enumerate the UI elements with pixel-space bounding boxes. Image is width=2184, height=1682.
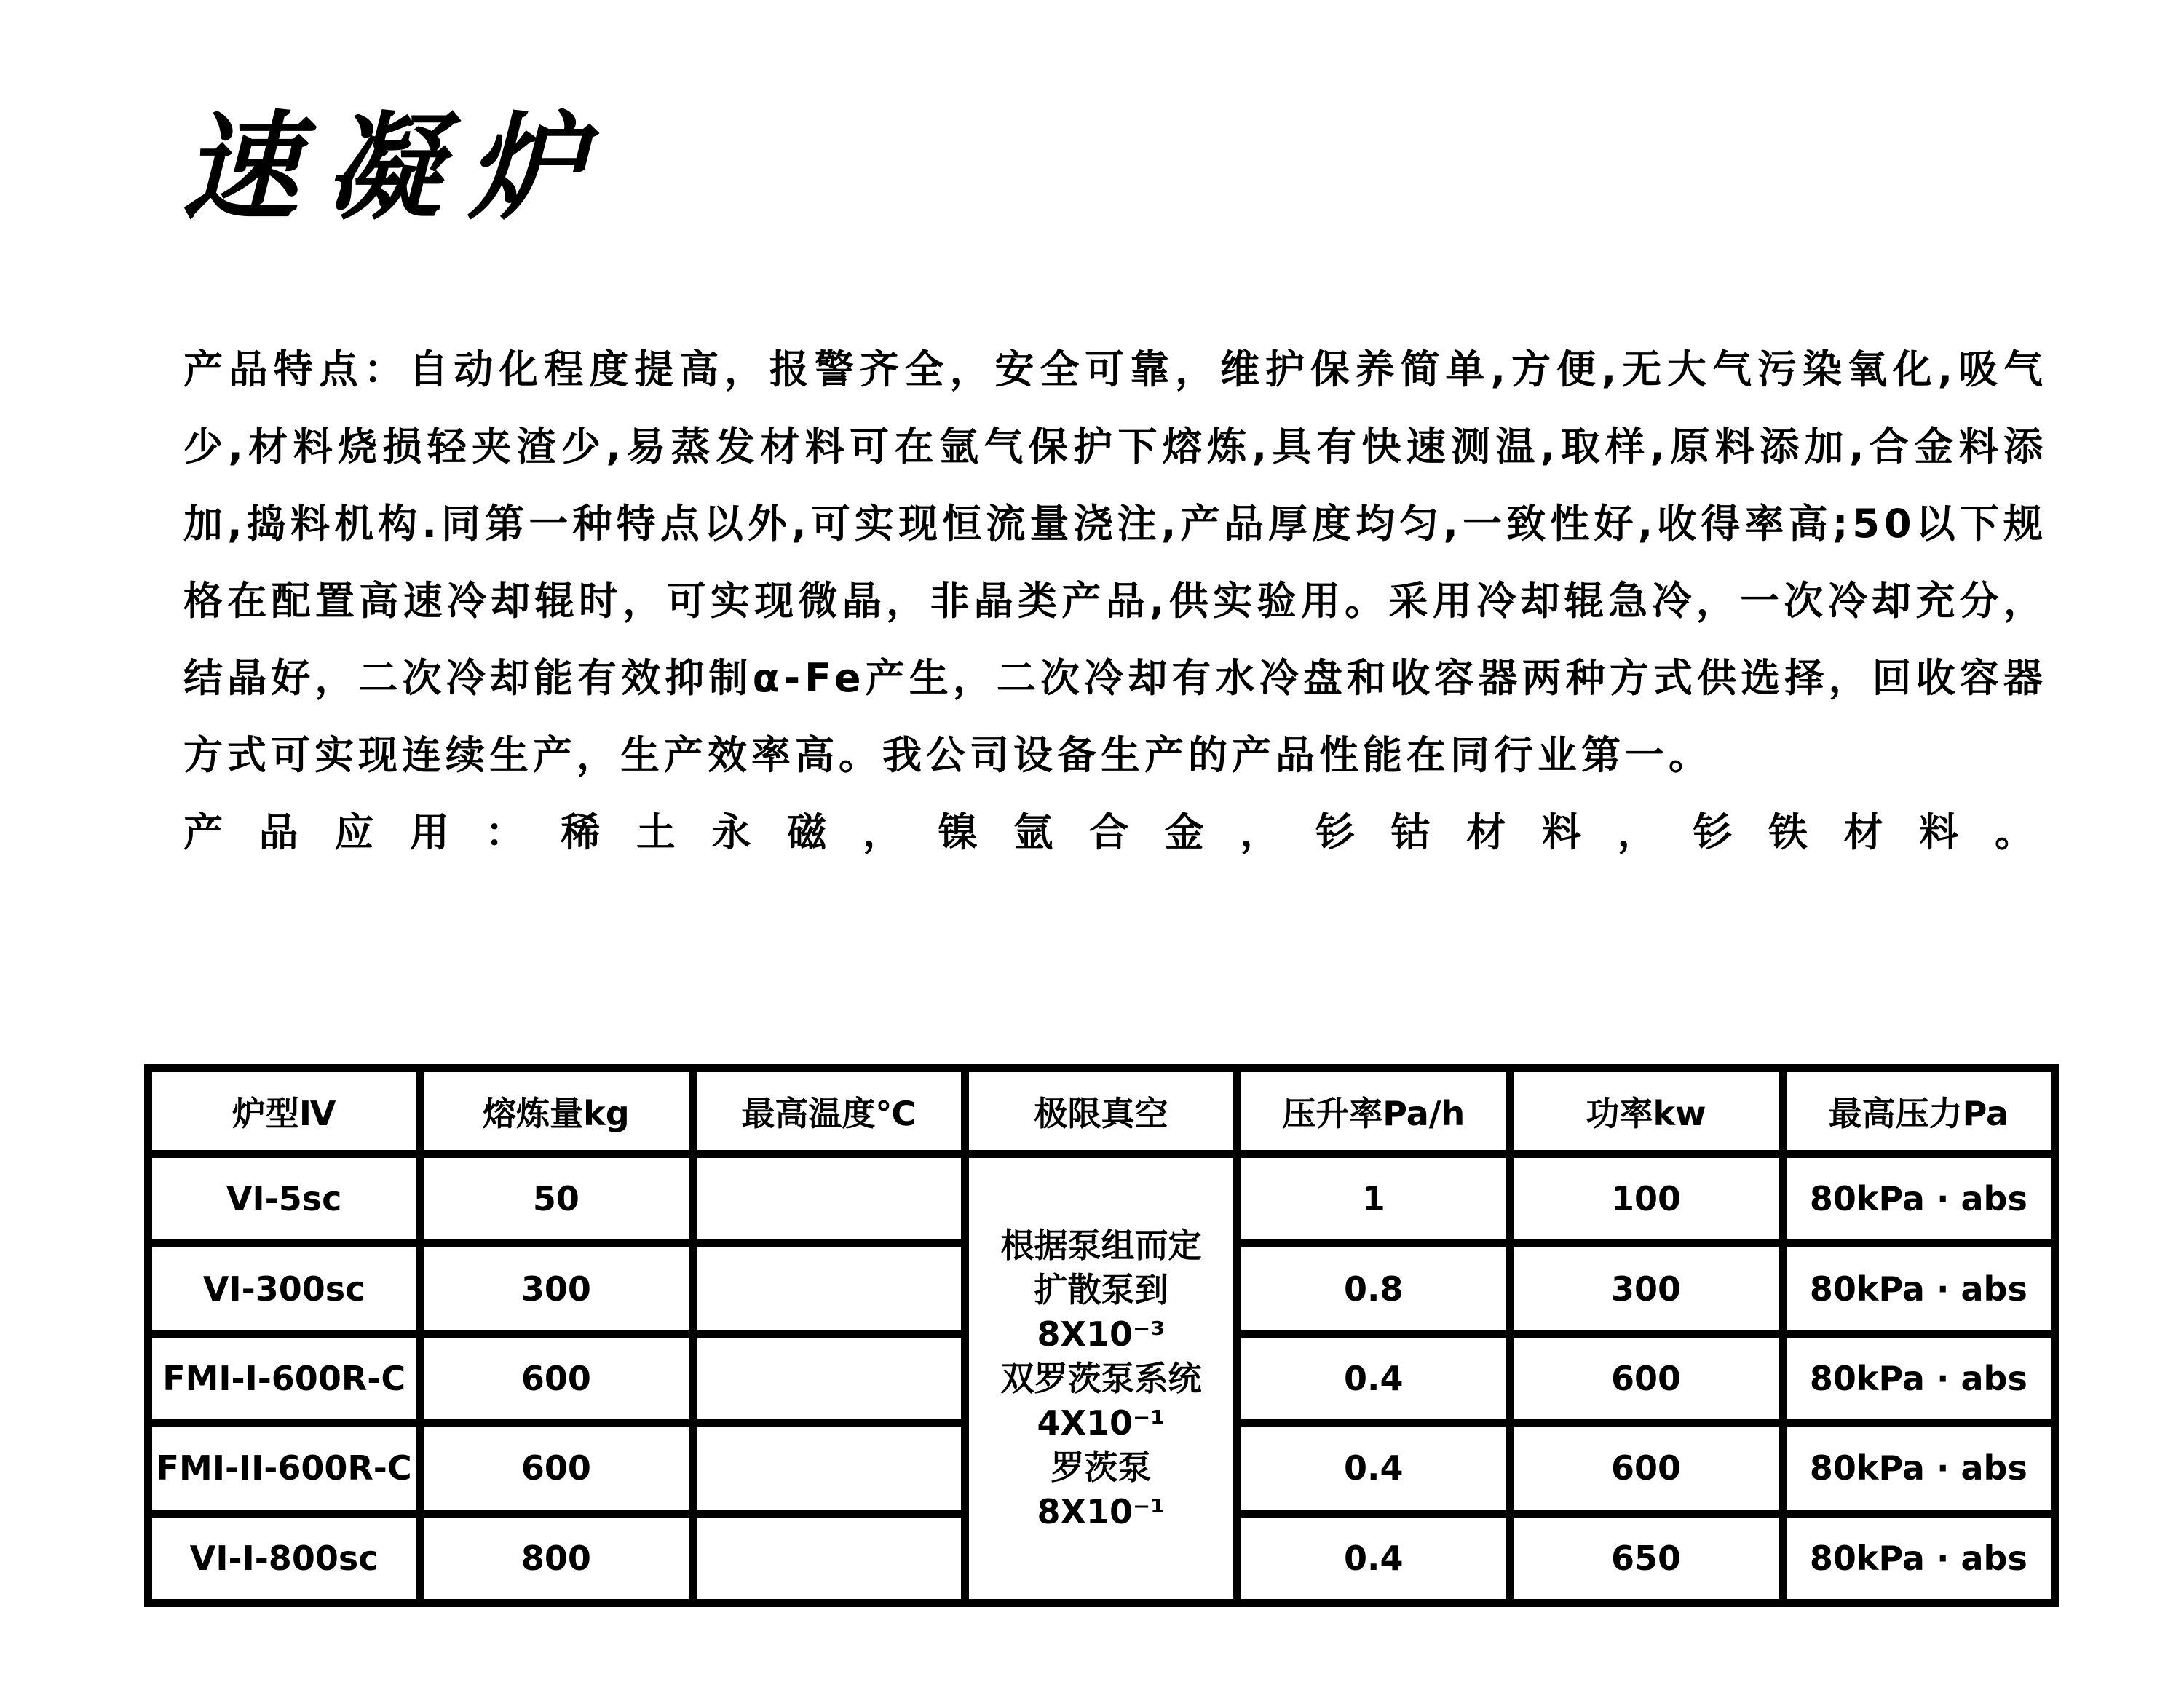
cell-capacity: 50: [424, 1158, 688, 1239]
header-ultimate-vacuum: 极限真空: [969, 1072, 1233, 1150]
cell-max-temp: [697, 1247, 961, 1329]
cell-capacity: 600: [424, 1338, 688, 1419]
cell-power: 600: [1514, 1338, 1778, 1419]
cell-model: VI-I-800sc: [152, 1518, 416, 1599]
header-max-temp: 最高温度℃: [697, 1072, 961, 1150]
cell-max-temp: [697, 1158, 961, 1239]
cell-power: 100: [1514, 1158, 1778, 1239]
cell-max-temp: [697, 1338, 961, 1419]
cell-model: FMI-I-600R-C: [152, 1338, 416, 1419]
cell-max-pressure: 80kPa · abs: [1787, 1158, 2051, 1239]
header-pressure-rise: 压升率Pa/h: [1241, 1072, 1506, 1150]
vacuum-line: 扩散泵到: [1034, 1269, 1168, 1309]
cell-model: FMI-II-600R-C: [152, 1427, 416, 1509]
cell-ultimate-vacuum: [969, 1158, 1233, 1599]
spec-table: [144, 1064, 2059, 1607]
cell-pressure-rise: 0.8: [1241, 1247, 1506, 1329]
vacuum-line: 8X10⁻³: [1037, 1314, 1166, 1354]
vacuum-line: 根据泵组而定: [1000, 1225, 1202, 1265]
vacuum-line: 罗茨泵: [1051, 1447, 1152, 1487]
cell-pressure-rise: 1: [1241, 1158, 1506, 1239]
cell-max-pressure: 80kPa · abs: [1787, 1247, 2051, 1329]
cell-capacity: 600: [424, 1427, 688, 1509]
description-block: [183, 331, 2047, 871]
cell-max-pressure: 80kPa · abs: [1787, 1427, 2051, 1509]
cell-capacity: 300: [424, 1247, 688, 1329]
table-row: [152, 1158, 2051, 1239]
cell-power: 300: [1514, 1247, 1778, 1329]
cell-max-pressure: 80kPa · abs: [1787, 1338, 2051, 1419]
cell-pressure-rise: 0.4: [1241, 1338, 1506, 1419]
cell-power: 650: [1514, 1518, 1778, 1599]
cell-capacity: 800: [424, 1518, 688, 1599]
header-power: 功率kw: [1514, 1072, 1778, 1150]
table-header-row: [152, 1072, 2051, 1150]
vacuum-line: 双罗茨泵系统: [1000, 1358, 1202, 1398]
cell-power: 600: [1514, 1427, 1778, 1509]
cell-pressure-rise: 0.4: [1241, 1518, 1506, 1599]
cell-model: VI-300sc: [152, 1247, 416, 1329]
header-capacity: 熔炼量kg: [424, 1072, 688, 1150]
cell-max-temp: [697, 1427, 961, 1509]
page-title: 速凝炉: [182, 99, 611, 236]
header-model: 炉型Ⅳ: [152, 1072, 416, 1150]
cell-model: VI-5sc: [152, 1158, 416, 1239]
header-max-pressure: 最高压力Pa: [1787, 1072, 2051, 1150]
product-applications-text: 产品应用：稀土永磁，镍氩合金，钐钴材料，钐铁材料。: [183, 809, 2047, 855]
vacuum-line: 8X10⁻¹: [1037, 1491, 1166, 1531]
product-features-text: 产品特点：自动化程度提高，报警齐全，安全可靠，维护保养简单,方便,无大气污染氧化,吸气少,材料烧损轻夹渣少,易蒸发材料可在氩气保护下熔炼,具有快速测温,取样,原料添加,合金料添加,捣料机构.同第一种特点以外,可实现恒流量浇注,产品厚度均匀,一致性好,收得率高;50以下规格在配置高速冷却辊时，可实现微晶，非晶类产品,供实验用。采用冷却辊急冷，一次冷却充分，结晶好，二次冷却能有效抑制α-Fe产生，二次冷却有水冷盘和收容器两种方式供选择，回收容器方式可实现连续生产，生产效率高。我公司设备生产的产品性能在同行业第一。: [183, 346, 2048, 778]
cell-max-pressure: 80kPa · abs: [1787, 1518, 2051, 1599]
cell-max-temp: [697, 1518, 961, 1599]
cell-pressure-rise: 0.4: [1241, 1427, 1506, 1509]
vacuum-line: 4X10⁻¹: [1037, 1403, 1166, 1443]
